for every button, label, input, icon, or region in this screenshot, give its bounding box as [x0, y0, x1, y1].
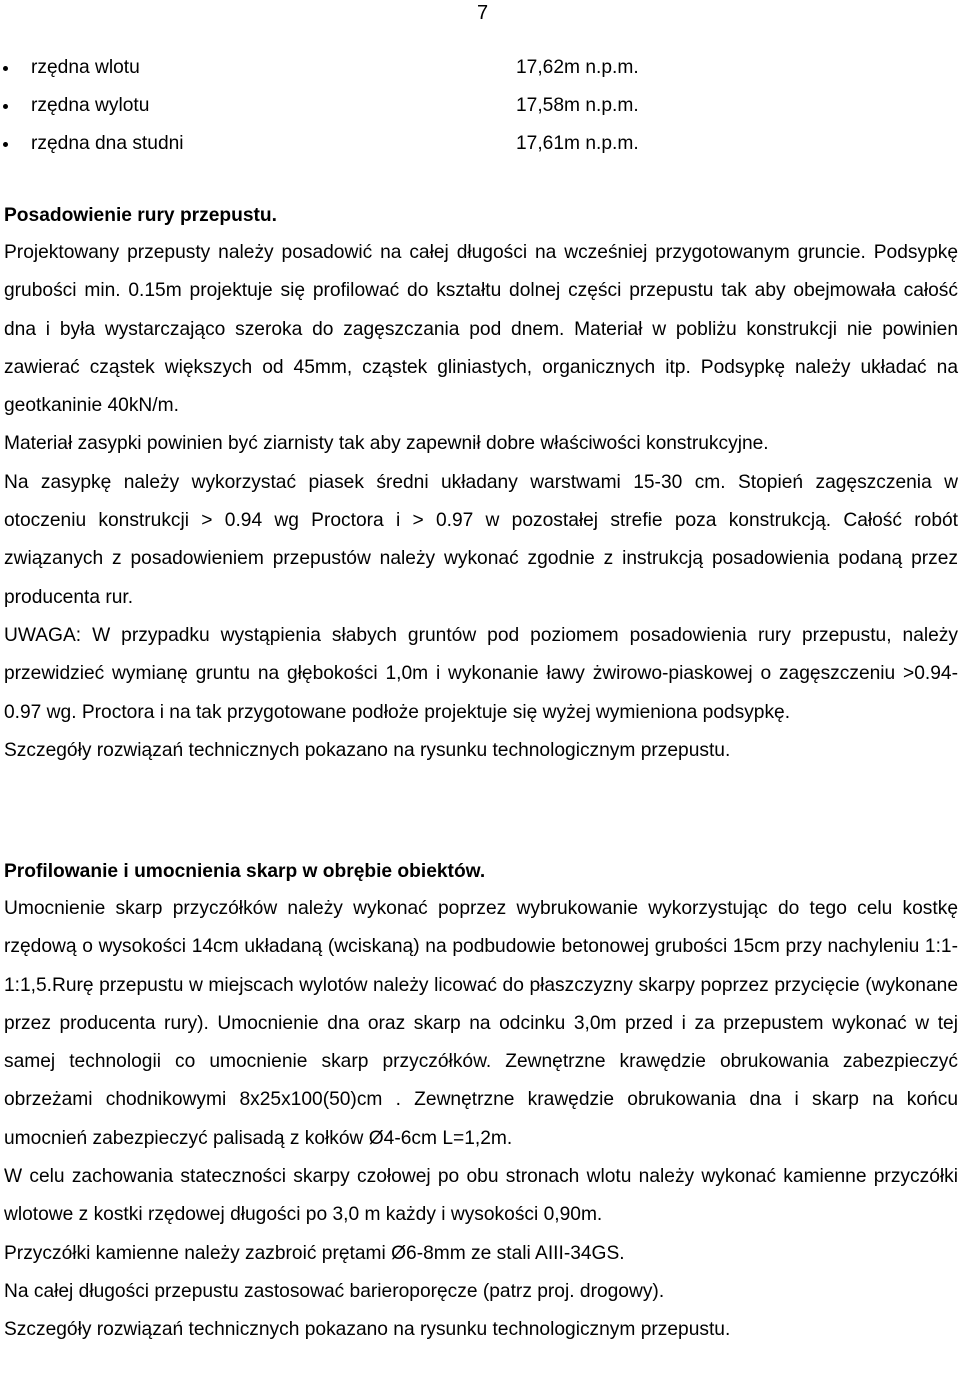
paragraph: UWAGA: W przypadku wystąpienia słabych gruntów pod poziomem posadowienia rury przepustu, należy przewidzieć wymianę gruntu na głębokości 1,0m i wykonanie ławy żwirowo-piaskowej o zagęszczeniu >0.94-0.97 wg. Proctora i na tak przygotowane podłoże projektuje się wyżej wymieniona podsypkę. [4, 624, 958, 723]
elevation-value: 17,62m n.p.m. [516, 57, 639, 78]
elevation-label: rzędna wlotu [31, 57, 140, 78]
elevation-label: rzędna wylotu [31, 95, 150, 116]
paragraph: Na zasypkę należy wykorzystać piasek średni układany warstwami 15-30 cm. Stopień zagęszczenia w otoczeniu konstrukcji > 0.94 wg Proctora i > 0.97 w pozostałej strefie poza konstrukcją. Całość robót związanych z posadowieniem przepustów należy wykonać zgodnie z instrukcją posadowienia podaną przez producenta rur. [4, 471, 958, 608]
page-number: 7 [477, 2, 489, 24]
bullet-icon [3, 104, 8, 109]
elevation-value: 17,58m n.p.m. [516, 95, 639, 116]
elevation-list [0, 55, 960, 169]
elevation-label: rzędna dna studni [31, 133, 184, 154]
paragraph: W celu zachowania stateczności skarpy czołowej po obu stronach wlotu należy wykonać kamienne przyczółki wlotowe z kostki rzędowej długości po 3,0 m każdy i wysokości 0,90m. [4, 1166, 958, 1226]
paragraph: Szczegóły rozwiązań technicznych pokazano na rysunku technologicznym przepustu. [4, 739, 731, 761]
list-item [0, 55, 960, 93]
section-slope-profiling [4, 859, 958, 1350]
bullet-icon [3, 66, 8, 71]
paragraph: Szczegóły rozwiązań technicznych pokazano na rysunku technologicznym przepustu. [4, 1319, 731, 1341]
section-heading: Posadowienie rury przepustu. [4, 205, 277, 226]
list-item [0, 93, 960, 131]
section-heading: Profilowanie i umocnienia skarp w obrębie obiektów. [4, 861, 486, 882]
paragraph: Materiał zasypki powinien być ziarnisty tak aby zapewnił dobre właściwości konstrukcyjne. [4, 433, 769, 455]
paragraph: Projektowany przepusty należy posadowić na całej długości na wcześniej przygotowanym gruncie. Podsypkę grubości min. 0.15m projektuje się profilować do kształtu dolnej części przepustu tak aby obejmowała całość dna i była wystarczająco szeroka do zagęszczania pod dnem. Materiał w pobliżu konstrukcji nie powinien zawierać cząstek większych od 45mm, cząstek gliniastych, organicznych itp. Podsypkę należy układać na geotkaninie 40kN/m. [4, 242, 958, 417]
paragraph: Na całej długości przepustu zastosować barieroporęcze (patrz proj. drogowy). [4, 1280, 665, 1302]
list-item [0, 131, 960, 169]
elevation-value: 17,61m n.p.m. [516, 133, 639, 154]
paragraph: Umocnienie skarp przyczółków należy wykonać poprzez wybrukowanie wykorzystując do tego celu kostkę rzędową o wysokości 14cm układaną (wciskaną) na podbudowie betonowej grubości 15cm przy nachyleniu 1:1-1:1,5.Rurę przepustu w miejscach wylotów należy licować do płaszczyzny skarpy poprzez przycięcie (wykonane przez producenta rury). Umocnienie dna oraz skarp na odcinku 3,0m przed i za przepustem wykonać w tej samej technologii co umocnienie skarp przyczółków. Zewnętrzne krawędzie obrukowania zabezpieczyć obrzeżami chodnikowymi 8x25x100(50)cm . Zewnętrzne krawędzie obrukowania dna i skarp na końcu umocnień zabezpieczyć palisadą z kołków Ø4-6cm L=1,2m. [4, 898, 958, 1149]
section-pipe-foundation [4, 203, 958, 770]
paragraph: Przyczółki kamienne należy zazbroić prętami Ø6-8mm ze stali AIII-34GS. [4, 1242, 625, 1264]
bullet-icon [3, 142, 8, 147]
